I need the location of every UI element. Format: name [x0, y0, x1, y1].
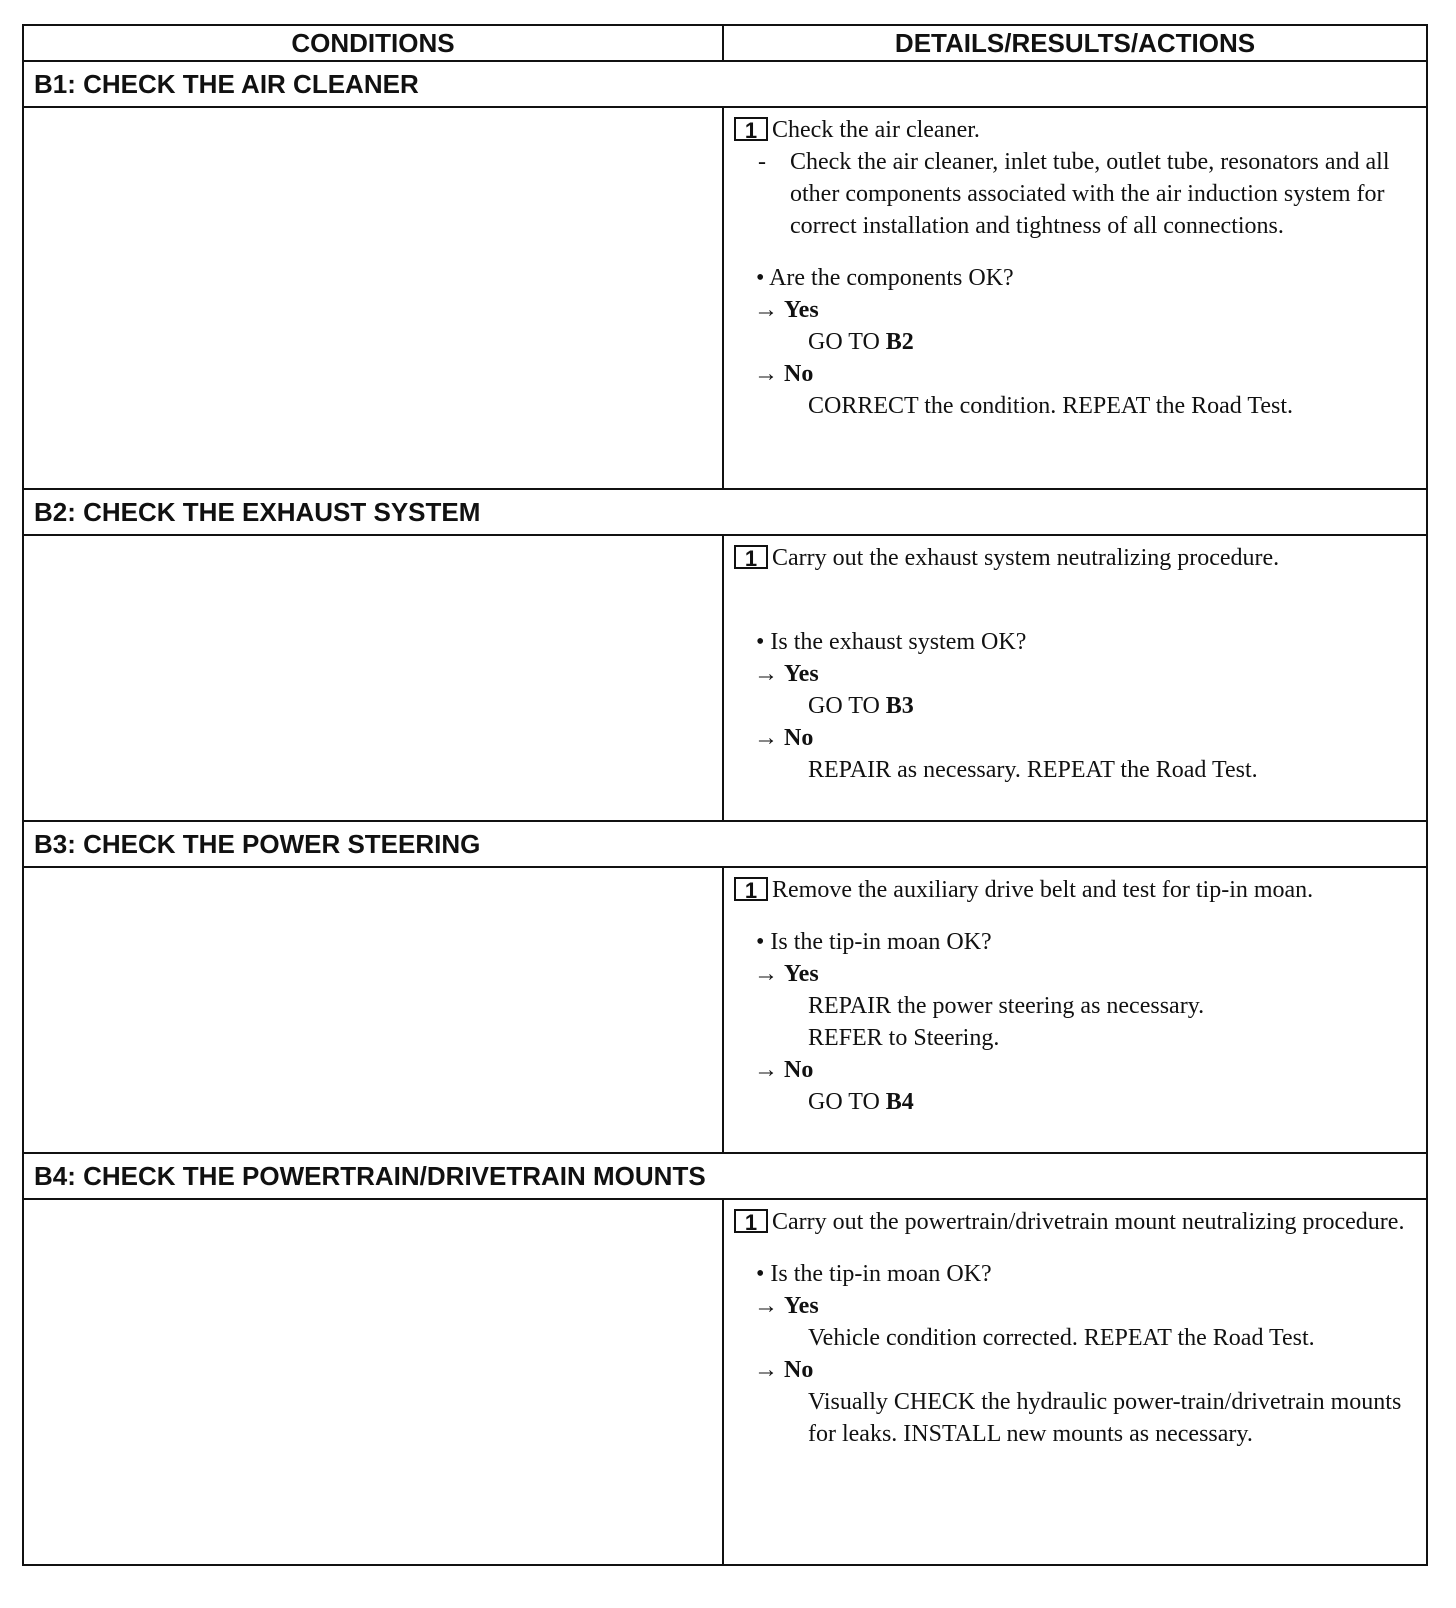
step-b1	[734, 114, 1418, 146]
step-text: Remove the auxiliary drive belt and test for tip-in moan.	[772, 877, 1314, 903]
no-action-text: GO TO	[808, 1089, 880, 1115]
conditions-cell-b2	[24, 536, 724, 820]
yes-label: Yes	[784, 1293, 819, 1319]
step-b2	[734, 542, 1418, 574]
arrow-icon: →	[754, 661, 778, 687]
answer-no-b1	[734, 358, 1418, 390]
yes-action-text: GO TO	[808, 329, 880, 355]
question-b2: • Is the exhaust system OK?	[756, 629, 1027, 655]
no-label: No	[784, 1057, 814, 1083]
step-number-box: 1	[734, 1209, 768, 1233]
answer-yes-b1	[734, 294, 1418, 326]
yes-target: B3	[885, 693, 914, 719]
section-body-b2	[24, 536, 1426, 822]
arrow-icon: →	[754, 361, 778, 387]
no-label: No	[784, 725, 814, 751]
arrow-icon: →	[754, 725, 778, 751]
conditions-cell-b4	[24, 1200, 724, 1564]
step-number-box: 1	[734, 877, 768, 901]
yes-action-b2	[734, 690, 1418, 722]
no-label: No	[784, 1357, 814, 1383]
section-title-b4: B4: CHECK THE POWERTRAIN/DRIVETRAIN MOUNTS	[24, 1154, 1426, 1200]
yes-action-b3-line1: REPAIR the power steering as necessary.	[808, 993, 1205, 1019]
no-action-b4: Visually CHECK the hydraulic power-train/drivetrain mounts for leaks. INSTALL new mounts as necessary.	[808, 1389, 1402, 1447]
section-title-b1: B1: CHECK THE AIR CLEANER	[24, 62, 1426, 108]
step-number-box: 1	[734, 545, 768, 569]
yes-label: Yes	[784, 961, 819, 987]
answer-no-b2	[734, 722, 1418, 754]
dash-bullet: -	[758, 149, 766, 175]
step-b3	[734, 874, 1418, 906]
yes-action-b1	[734, 326, 1418, 358]
question-b4: • Is the tip-in moan OK?	[756, 1261, 992, 1287]
section-title-b3: B3: CHECK THE POWER STEERING	[24, 822, 1426, 868]
answer-yes-b3	[734, 958, 1418, 990]
step-b4	[734, 1206, 1418, 1238]
details-cell-b2	[724, 536, 1426, 820]
answer-yes-b2	[734, 658, 1418, 690]
table-header	[24, 26, 1426, 62]
section-title-b2: B2: CHECK THE EXHAUST SYSTEM	[24, 490, 1426, 536]
step-number-box: 1	[734, 117, 768, 141]
section-body-b3	[24, 868, 1426, 1154]
no-action-b2: REPAIR as necessary. REPEAT the Road Test.	[808, 757, 1258, 783]
answer-no-b3	[734, 1054, 1418, 1086]
details-cell-b4	[724, 1200, 1426, 1564]
step-text: Carry out the exhaust system neutralizing procedure.	[772, 545, 1280, 571]
answer-yes-b4	[734, 1290, 1418, 1322]
conditions-cell-b3	[24, 868, 724, 1152]
diagnostic-table	[22, 24, 1428, 1566]
arrow-icon: →	[754, 1293, 778, 1319]
no-label: No	[784, 361, 814, 387]
arrow-icon: →	[754, 297, 778, 323]
yes-action-text: GO TO	[808, 693, 880, 719]
no-action-b3	[734, 1086, 1418, 1118]
answer-no-b4	[734, 1354, 1418, 1386]
arrow-icon: →	[754, 1057, 778, 1083]
yes-label: Yes	[784, 297, 819, 323]
details-cell-b1	[724, 108, 1426, 488]
yes-label: Yes	[784, 661, 819, 687]
question-b1: • Are the components OK?	[756, 265, 1014, 291]
no-action-b1: CORRECT the condition. REPEAT the Road Test.	[808, 393, 1293, 419]
details-cell-b3	[724, 868, 1426, 1152]
sub-step-b1	[734, 146, 1418, 242]
arrow-icon: →	[754, 1357, 778, 1383]
yes-action-b3-line2: REFER to Steering.	[808, 1025, 1000, 1051]
question-b3: • Is the tip-in moan OK?	[756, 929, 992, 955]
header-conditions: CONDITIONS	[24, 26, 724, 60]
section-body-b1	[24, 108, 1426, 490]
conditions-cell-b1	[24, 108, 724, 488]
no-target: B4	[885, 1089, 914, 1115]
yes-action-b4: Vehicle condition corrected. REPEAT the Road Test.	[808, 1325, 1315, 1351]
sub-step-text: Check the air cleaner, inlet tube, outlet tube, resonators and all other components associated with the air induction system for correct installation and tightness of all connections.	[790, 149, 1390, 239]
yes-target: B2	[885, 329, 914, 355]
arrow-icon: →	[754, 961, 778, 987]
step-text: Carry out the powertrain/drivetrain mount neutralizing procedure.	[772, 1209, 1405, 1235]
header-details: DETAILS/RESULTS/ACTIONS	[894, 27, 1256, 58]
section-body-b4	[24, 1200, 1426, 1564]
step-text: Check the air cleaner.	[772, 117, 980, 143]
